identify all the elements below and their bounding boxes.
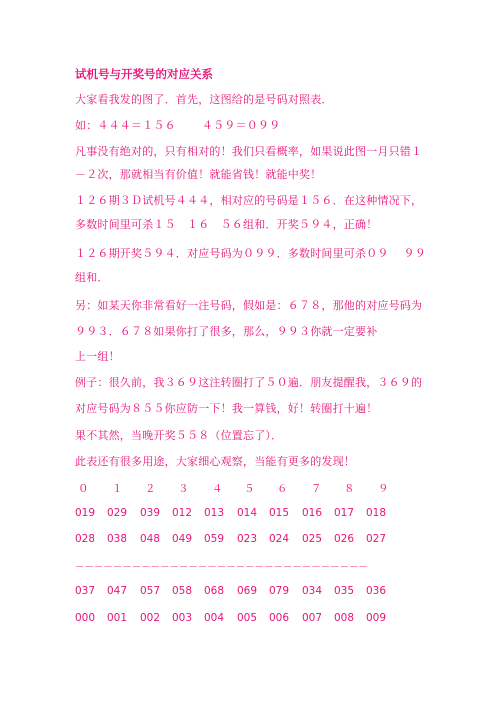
table-header-cell: ２ [145,483,156,495]
table-cell: 038 [107,533,128,545]
table-cell: 069 [237,585,258,597]
table-cell: 049 [172,533,193,545]
paragraph-line: 组和． [75,271,109,284]
paragraph-line: 多数时间里可杀１５ １６ ５６组和．开奖５９４，正确！ [75,218,378,231]
table-header-cell: ６ [277,483,288,495]
paragraph-line: 上一组！ [75,350,120,363]
paragraph-line: １２６期３Ｄ试机号４４４，相对应的号码是１５６．在这种情况下， [75,194,423,207]
table-cell: 015 [269,507,290,519]
paragraph-line: 大家看我发的图了．首先，这图给的是号码对照表． [75,93,333,106]
table-cell: 034 [302,585,323,597]
table-cell: 024 [269,533,290,545]
table-header-cell: ５ [244,483,255,495]
table-cell: 017 [334,507,355,519]
table-cell: 019 [75,507,96,519]
table-cell: 029 [107,507,128,519]
table-cell: 004 [204,612,225,624]
table-cell: 018 [366,507,387,519]
table-cell: 059 [204,533,225,545]
table-header-cell: ４ [212,483,223,495]
table-cell: 000 [75,612,96,624]
table-cell: 047 [107,585,128,597]
paragraph-line: 凡事没有绝对的，只有相对的！我们只看概率，如果说此图一月只错１ [75,145,423,158]
paragraph-line: １２６期开奖５９４．对应号码为０９９．多数时间里可杀０９ ９９ [75,247,426,260]
table-cell: 009 [366,612,387,624]
table-header-cell: ７ [311,483,322,495]
table-cell: 037 [75,585,96,597]
table-cell: 002 [140,612,161,624]
paragraph-line: 如：４４４＝１５６ ４５９＝０９９ [75,119,281,132]
table-header-cell: ８ [344,483,355,495]
table-cell: 028 [75,533,96,545]
table-cell: 005 [237,612,258,624]
table-cell: 057 [140,585,161,597]
paragraph-line: ９９３．６７８如果你打了很多，那么，９９３你就一定要补 [75,325,378,338]
table-cell: 012 [172,507,193,519]
table-header-cell: ３ [178,483,189,495]
table-cell: 027 [366,533,387,545]
table-cell: 007 [302,612,323,624]
paragraph-line: 另：如某天你非常看好一注号码，假如是：６７８，那他的对应号码为 [75,299,423,312]
table-cell: 058 [172,585,193,597]
table-cell: 014 [237,507,258,519]
table-cell: 039 [140,507,161,519]
paragraph-line: －２次，那就相当有价值！就能省钱！就能中奖！ [75,168,322,181]
table-cell: 013 [204,507,225,519]
table-header-cell: ９ [378,483,389,495]
paragraph-line: 果不其然，当晚开奖５５８（位置忘了）． [75,429,283,442]
table-cell: 016 [302,507,323,519]
table-cell: 025 [302,533,323,545]
table-cell: 003 [172,612,193,624]
table-header-cell: ０ [78,483,89,495]
table-cell: 048 [140,533,161,545]
table-cell: 068 [204,585,225,597]
table-header-cell: １ [112,483,123,495]
paragraph-line: 例子：很久前，我３６９这注转圈打了５０遍．朋友提醒我，３６９的 [75,376,423,389]
table-cell: 008 [334,612,355,624]
paragraph-line: 此表还有很多用途，大家细心观察，当能有更多的发现！ [75,455,355,468]
table-cell: 006 [269,612,290,624]
table-cell: 036 [366,585,387,597]
paragraph-line: 对应号码为８５５你应防一下！我一算钱，好！转圈打十遍！ [75,402,378,415]
separator-line: －－－－－－－－－－－－－－－－－－－－－－－－－－－－－－－ [75,562,368,573]
table-cell: 026 [334,533,355,545]
table-cell: 001 [107,612,128,624]
table-cell: 035 [334,585,355,597]
table-cell: 079 [269,585,290,597]
document-title: 试机号与开奖号的对应关系 [75,67,213,81]
table-cell: 023 [237,533,258,545]
